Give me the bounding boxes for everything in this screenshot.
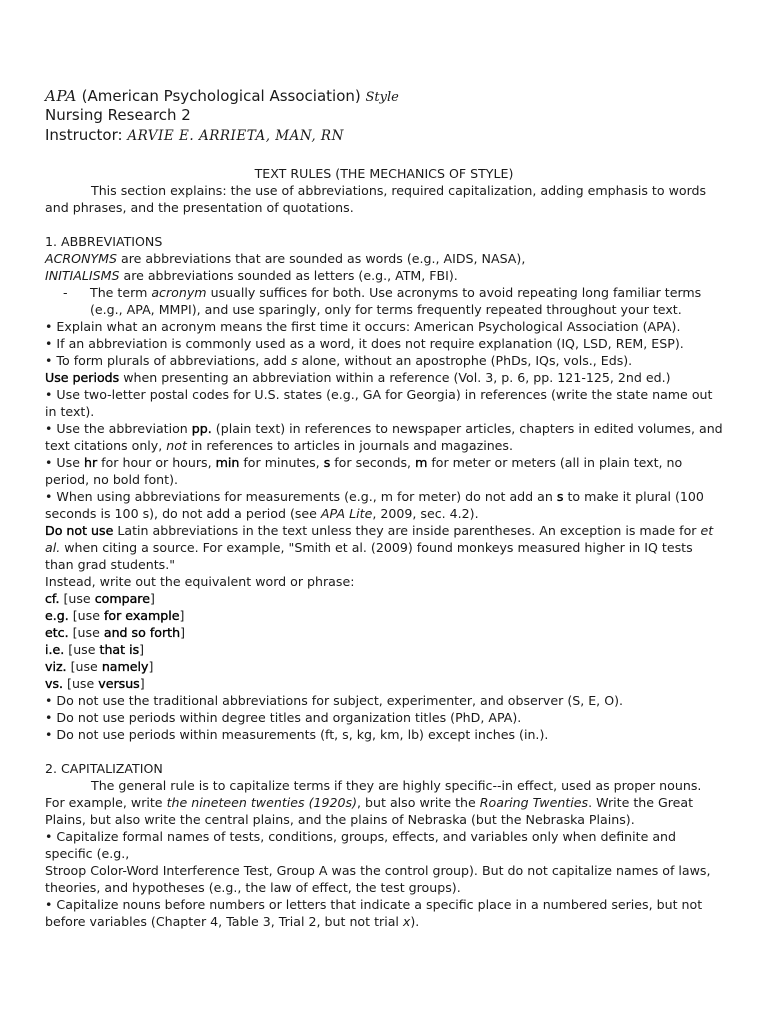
use-periods-rule [45, 369, 723, 386]
acronym-note-c: usually suffices for both. Use acronyms to avoid repeating long familiar terms (e.g., APA, MMPI), and use sparingly, only for terms frequently repeated throughout your text. [90, 285, 702, 317]
latin-use: use [77, 608, 100, 623]
general-a: The general rule is to capitalize terms if they are highly specific--in effect, used as proper nouns. For example, write [45, 778, 702, 810]
meas-apa-lite: APA Lite [320, 506, 373, 521]
latin-abbr: etc. [45, 625, 69, 640]
acronym-word: acronym [151, 285, 207, 300]
bullet-inches: • Do not use periods within measurements (ft, s, kg, km, lb) except inches (in.). [45, 727, 549, 742]
unit-s: s [323, 455, 331, 470]
latin-list-item: viz. [use namely] [45, 659, 154, 674]
units-3: for minutes, [239, 455, 324, 470]
bullet-pp [45, 420, 723, 454]
instructor-line [45, 126, 344, 146]
units-1: • Use [45, 455, 84, 470]
apa-abbrev: APA [45, 87, 77, 105]
meas-a: • When using abbreviations for measurements (e.g., m for meter) do not add an [45, 489, 557, 504]
general-twenties: the nineteen twenties (1920s) [166, 795, 358, 810]
capitalization-heading: 2. CAPITALIZATION [45, 761, 163, 776]
dash-marker: - [63, 285, 68, 300]
bullet-common-word: • If an abbreviation is commonly used as a word, it does not require explanation (IQ, LSD, REM, ESP). [45, 336, 684, 351]
bullet-formal-names: • Capitalize formal names of tests, conditions, groups, effects, and variables only when definite and specific (e.g., [45, 829, 677, 861]
stroop-paragraph: Stroop Color-Word Interference Test, Group A was the control group). But do not capitalize names of laws, theories, and hypotheses (e.g., the law of effect, the test groups). [45, 863, 711, 895]
intro-paragraph: This section explains: the use of abbreviations, required capitalization, adding emphasis to words and phrases, and the presentation of quotations. [45, 183, 707, 215]
et-al: et al. [45, 523, 714, 555]
bullet-numbered-series [45, 896, 723, 930]
latin-word: namely [101, 659, 149, 674]
bullet-units [45, 454, 723, 488]
latin-word: versus [98, 676, 140, 691]
latin-list-item: cf. [use compare] [45, 591, 155, 606]
latin-use: use [77, 625, 100, 640]
latin-list-item: etc. [use and so forth] [45, 625, 185, 640]
latin-d: when citing a source. For example, "Smith et al. (2009) found monkeys measured higher in IQ tests than grad students." [45, 540, 693, 572]
meas-c: to make it plural (100 seconds is 100 s), do not add a period (see [45, 489, 704, 521]
section-title: TEXT RULES (THE MECHANICS OF STYLE) [254, 166, 514, 181]
initialisms-term: INITIALISMS [45, 268, 120, 283]
acronym-note-text [90, 284, 723, 318]
latin-use: use [68, 591, 91, 606]
instead-line: Instead, write out the equivalent word or phrase: [45, 574, 355, 589]
latin-abbr: e.g. [45, 608, 69, 623]
unit-hr: hr [83, 455, 98, 470]
units-5: for meter or meters (all in plain text, no period, no bold font). [45, 455, 683, 487]
latin-b: Latin abbreviations in the text unless they are inside parentheses. An exception is made for [113, 523, 701, 538]
do-not-use-label: Do not use [45, 523, 114, 538]
style-word: Style [365, 90, 399, 105]
latin-abbr: i.e. [45, 642, 65, 657]
plural-a: • To form plurals of abbreviations, add [45, 353, 292, 368]
bullet-explain: • Explain what an acronym means the first time it occurs: American Psychological Association (APA). [45, 319, 681, 334]
instructor-label: Instructor: [45, 126, 128, 144]
latin-list-item: i.e. [use that is] [45, 642, 145, 657]
units-4: for seconds, [330, 455, 416, 470]
initialisms-text: are abbreviations sounded as letters (e.g., ATM, FBI). [119, 268, 458, 283]
abbreviations-heading: 1. ABBREVIATIONS [45, 234, 163, 249]
meas-s: s [556, 489, 564, 504]
plural-c: alone, without an apostrophe (PhDs, IQs, vols., Eds). [297, 353, 633, 368]
latin-use: use [73, 642, 96, 657]
acronym-note-a: The term [90, 285, 152, 300]
bullet-plurals [45, 352, 723, 369]
latin-rule [45, 522, 723, 573]
acronym-note [45, 284, 723, 318]
general-c: , but also write the [357, 795, 480, 810]
latin-abbreviation-list [45, 590, 723, 692]
latin-word: for example [103, 608, 180, 623]
initialisms-definition [45, 267, 723, 284]
pp-a: • Use the abbreviation [45, 421, 192, 436]
general-e: . Write the Great Plains, but also write the central plains, and the plains of Nebraska (but the Nebraska Plains). [45, 795, 694, 827]
instructor-name: ARVIE E. ARRIETA, MAN, RN [127, 128, 344, 144]
units-2: for hour or hours, [97, 455, 216, 470]
general-roaring: Roaring Twenties [479, 795, 589, 810]
latin-word: and so forth [103, 625, 181, 640]
use-periods-label: Use periods [45, 370, 120, 385]
acronyms-definition [45, 250, 723, 267]
pp-abbr: pp. [191, 421, 212, 436]
latin-abbr: viz. [45, 659, 67, 674]
nouns-a: • Capitalize nouns before numbers or letters that indicate a specific place in a numbered series, but not before variables (Chapter 4, Table 3, Trial 2, but not trial [45, 897, 703, 929]
capitalization-general [45, 777, 723, 828]
unit-min: min [215, 455, 240, 470]
acronyms-term: ACRONYMS [45, 251, 118, 266]
pp-c: (plain text) in references to newspaper articles, chapters in edited volumes, and text citations only, [45, 421, 723, 453]
meas-e: , 2009, sec. 4.2). [372, 506, 479, 521]
latin-use: use [71, 676, 95, 691]
plural-s: s [291, 353, 298, 368]
document-body [45, 165, 723, 930]
latin-word: that is [99, 642, 140, 657]
latin-list-item: e.g. [use for example] [45, 608, 185, 623]
latin-word: compare [94, 591, 150, 606]
latin-abbr: vs. [45, 676, 64, 691]
pp-e: in references to articles in journals and magazines. [186, 438, 513, 453]
bullet-postal-codes: • Use two-letter postal codes for U.S. states (e.g., GA for Georgia) in references (write the state name out in text). [45, 387, 713, 419]
latin-abbr: cf. [45, 591, 60, 606]
apa-full-name: (American Psychological Association) [76, 87, 366, 105]
latin-list-item: vs. [use versus] [45, 676, 145, 691]
document-title-line [45, 87, 399, 107]
nouns-x: x [402, 914, 411, 929]
use-periods-text: when presenting an abbreviation within a reference (Vol. 3, p. 6, pp. 121-125, 2nd ed.) [119, 370, 671, 385]
bullet-traditional: • Do not use the traditional abbreviations for subject, experimenter, and observer (S, E, O). [45, 693, 624, 708]
nouns-c: ). [410, 914, 420, 929]
bullet-measurements [45, 488, 723, 522]
acronyms-text: are abbreviations that are sounded as words (e.g., AIDS, NASA), [117, 251, 526, 266]
unit-m: m [415, 455, 428, 470]
latin-use: use [75, 659, 98, 674]
pp-not: not [166, 438, 187, 453]
course-name: Nursing Research 2 [45, 106, 191, 124]
bullet-degree-titles: • Do not use periods within degree titles and organization titles (PhD, APA). [45, 710, 522, 725]
